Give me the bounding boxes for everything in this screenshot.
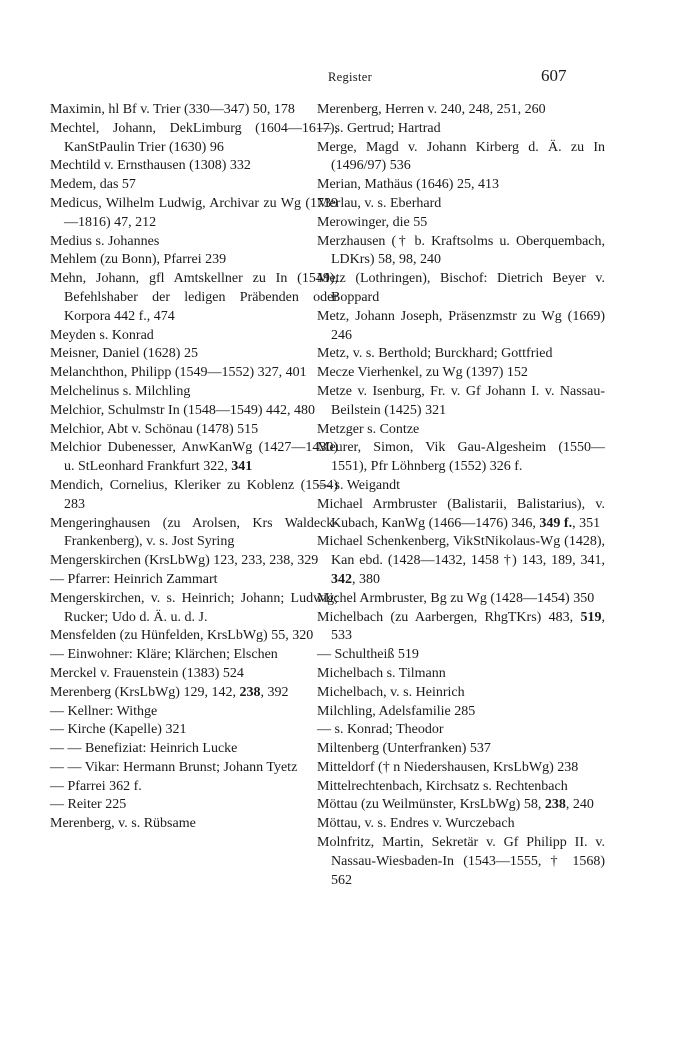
index-entry: Merlau, v. s. Eberhard bbox=[317, 195, 442, 211]
index-entry: Möttau (zu Weilmünster, KrsLbWg) 58, 238, 240 bbox=[317, 797, 594, 813]
index-entry: Mehlem (zu Bonn), Pfarrei 239 bbox=[50, 252, 227, 268]
index-entry: Metzger s. Contze bbox=[317, 421, 420, 437]
index-entry: Mengerskirchen (KrsLbWg) 123, 233, 238, 329 bbox=[50, 553, 319, 569]
index-entry: Melchelinus s. Milchling bbox=[50, 383, 191, 399]
index-entry: Michel Armbruster, Bg zu Wg (1428—1454) 350 bbox=[317, 590, 595, 606]
index-entry: — s. Gertrud; Hartrad bbox=[317, 120, 441, 136]
index-entry: Medius s. Johannes bbox=[50, 233, 160, 249]
index-entry: Michael Schenkenberg, VikStNikolaus-Wg (1428), Kan ebd. (1428—1432, 1458 †) 143, 189, 341, 342, 380 bbox=[317, 534, 605, 587]
index-entry: — s. Weigandt bbox=[317, 477, 400, 493]
index-entry: Michelbach (zu Aarbergen, RhgTKrs) 483, 519, 533 bbox=[317, 609, 605, 644]
index-entry: Medicus, Wilhelm Ludwig, Archivar zu Wg (1739—1816) 47, 212 bbox=[50, 195, 338, 230]
index-entry: Meyden s. Konrad bbox=[50, 327, 154, 343]
index-entry: Metz, v. s. Berthold; Burckhard; Gottfried bbox=[317, 346, 553, 362]
index-entry: Mehn, Johann, gfl Amtskellner zu In (1549), Befehlshaber der ledigen Präbenden oder Korpora 442 f., 474 bbox=[50, 271, 338, 324]
index-entry: Meisner, Daniel (1628) 25 bbox=[50, 346, 198, 362]
index-entry: — — Vikar: Hermann Brunst; Johann Tyetz bbox=[50, 759, 298, 775]
index-entry: Miltenberg (Unterfranken) 537 bbox=[317, 741, 491, 757]
index-entry: Mecze Vierhenkel, zu Wg (1397) 152 bbox=[317, 365, 528, 381]
index-entry: Merzhausen († b. Kraftsolms u. Oberquembach, LDKrs) 58, 98, 240 bbox=[317, 233, 605, 268]
index-entry: Merge, Magd v. Johann Kirberg d. Ä. zu In (1496/97) 536 bbox=[317, 139, 605, 174]
index-entry: Milchling, Adelsfamilie 285 bbox=[317, 703, 476, 719]
index-entry: — Reiter 225 bbox=[50, 797, 127, 813]
index-entry: Maximin, hl Bf v. Trier (330—347) 50, 178 bbox=[50, 102, 295, 117]
index-entry: Möttau, v. s. Endres v. Wurczebach bbox=[317, 816, 515, 832]
index-entry: — s. Konrad; Theodor bbox=[317, 722, 444, 738]
index-entry: — Kellner: Withge bbox=[50, 703, 158, 719]
index-entry: Michelbach, v. s. Heinrich bbox=[317, 684, 465, 700]
index-entry: — Schultheiß 519 bbox=[317, 647, 419, 663]
index-entry: Michael Armbruster (Balistarii, Balistarius), v. Kubach, KanWg (1466—1476) 346, 349 f., 351 bbox=[317, 496, 605, 531]
index-entry: Merian, Mathäus (1646) 25, 413 bbox=[317, 177, 499, 193]
index-entry: Mitteldorf († n Niedershausen, KrsLbWg) 238 bbox=[317, 759, 579, 775]
index-entry: Mechtel, Johann, DekLimburg (1604—1617), KanStPaulin Trier (1630) 96 bbox=[50, 120, 338, 155]
index-entry: Melanchthon, Philipp (1549—1552) 327, 401 bbox=[50, 365, 307, 381]
index-entry: — Pfarrer: Heinrich Zammart bbox=[50, 571, 218, 587]
index-entry: Mensfelden (zu Hünfelden, KrsLbWg) 55, 320 bbox=[50, 628, 314, 644]
index-entry: Merenberg (KrsLbWg) 129, 142, 238, 392 bbox=[50, 684, 289, 700]
index-entry: — Einwohner: Kläre; Klärchen; Elschen bbox=[50, 647, 278, 663]
index-entry: — Pfarrei 362 f. bbox=[50, 778, 142, 794]
index-entry: Melchior, Abt v. Schönau (1478) 515 bbox=[50, 421, 259, 437]
index-entry: Merowinger, die 55 bbox=[317, 214, 428, 230]
index-entry: Merckel v. Frauenstein (1383) 524 bbox=[50, 665, 244, 681]
index-entry: — Kirche (Kapelle) 321 bbox=[50, 722, 187, 738]
index-entry: Mengerskirchen, v. s. Heinrich; Johann; Ludwig; Rucker; Udo d. Ä. u. d. J. bbox=[50, 590, 338, 625]
index-entry: Merenberg, Herren v. 240, 248, 251, 260 bbox=[317, 102, 546, 117]
index-entry: Metze v. Isenburg, Fr. v. Gf Johann I. v. Nassau-Beilstein (1425) 321 bbox=[317, 383, 605, 418]
index-entry: Mendich, Cornelius, Kleriker zu Koblenz (1554) 283 bbox=[50, 477, 338, 512]
index-column-left bbox=[50, 101, 338, 834]
index-entry: Mengeringhausen (zu Arolsen, Krs Waldeck-Frankenberg), v. s. Jost Syring bbox=[50, 515, 338, 550]
index-entry: Melchior Dubenesser, AnwKanWg (1427—1430) u. StLeonhard Frankfurt 322, 341 bbox=[50, 440, 338, 475]
page-number: 607 bbox=[541, 66, 567, 85]
index-column-right bbox=[317, 101, 605, 890]
index-entry: Molnfritz, Martin, Sekretär v. Gf Philipp II. v. Nassau-Wiesbaden-In (1543—1555, † 1568) 562 bbox=[317, 835, 605, 888]
index-entry: Metz, Johann Joseph, Präsenzmstr zu Wg (1669) 246 bbox=[317, 308, 605, 343]
index-entry: Michelbach s. Tilmann bbox=[317, 665, 446, 681]
index-entry: Metz (Lothringen), Bischof: Dietrich Beyer v. Boppard bbox=[317, 271, 605, 305]
index-entry: Merenberg, v. s. Rübsame bbox=[50, 816, 196, 832]
index-entry: Mittelrechtenbach, Kirchsatz s. Rechtenbach bbox=[317, 778, 568, 794]
index-entry: Meurer, Simon, Vik Gau-Algesheim (1550—1551), Pfr Löhnberg (1552) 326 f. bbox=[317, 440, 605, 475]
index-entry: Melchior, Schulmstr In (1548—1549) 442, 480 bbox=[50, 402, 316, 418]
index-entry: Medem, das 57 bbox=[50, 177, 136, 193]
index-entry: Mechtild v. Ernsthausen (1308) 332 bbox=[50, 158, 251, 174]
running-header: Register bbox=[327, 70, 373, 84]
index-entry: — — Benefiziat: Heinrich Lucke bbox=[50, 741, 238, 757]
